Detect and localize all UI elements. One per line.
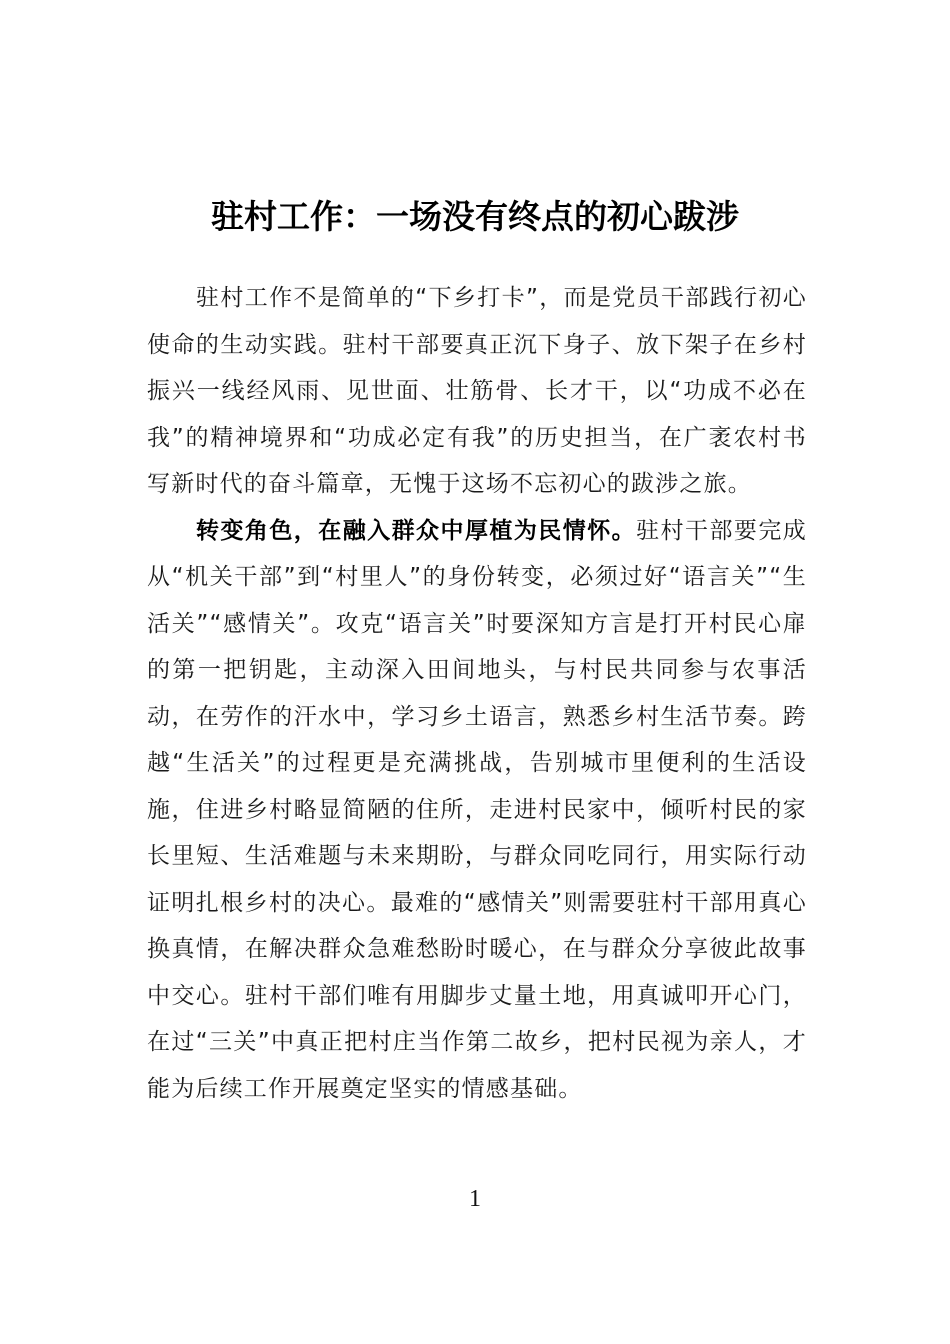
page-number: 1 [469,1186,481,1212]
paragraph-text: 驻村干部要完成从“机关干部”到“村里人”的身份转变，必须过好“语言关”“生活关”“感情关”。攻克“语言关”时要深知方言是打开村民心扉的第一把钥匙，主动深入田间地头，与村民共同参与农事活动，在劳作的汗水中，学习乡土语言，熟悉乡村生活节奏。跨越“生活关”的过程更是充满挑战，告别城市里便利的生活设施，住进乡村略显简陋的住所，走进村民家中，倾听村民的家长里短、生活难题与未来期盼，与群众同吃同行，用实际行动证明扎根乡村的决心。最难的“感情关”则需要驻村干部用真心换真情，在解决群众急难愁盼时暖心，在与群众分享彼此故事中交心。驻村干部们唯有用脚步丈量土地，用真诚叩开心门，在过“三关”中真正把村庄当作第二故乡，把村民视为亲人，才能为后续工作开展奠定坚实的情感基础。 [147,517,807,1102]
paragraph-text: 驻村工作不是简单的“下乡打卡”，而是党员干部践行初心使命的生动实践。驻村干部要真正沉下身子、放下架子在乡村振兴一线经风雨、见世面、壮筋骨、长才干，以“功成不必在我”的精神境界和“功成必定有我”的历史担当，在广袤农村书写新时代的奋斗篇章，无愧于这场不忘初心的跋涉之旅。 [147,285,807,497]
paragraph-intro [147,275,807,508]
paragraph-lead: 转变角色，在融入群众中厚植为民情怀。 [196,517,637,544]
document-body [147,275,807,1112]
paragraph-role-change [147,508,807,1113]
document-title: 驻村工作：一场没有终点的初心跋涉 [211,197,739,237]
